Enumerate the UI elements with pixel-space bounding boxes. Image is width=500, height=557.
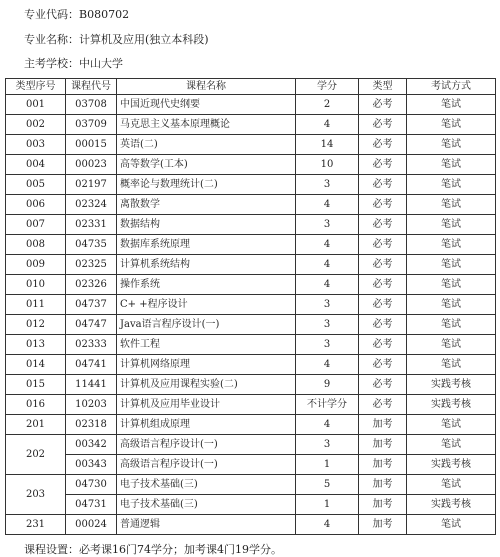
code-cell: 00343 bbox=[66, 455, 117, 475]
credit-cell: 3 bbox=[296, 215, 359, 235]
exam-cell: 笔试 bbox=[407, 215, 496, 235]
name-cell: 马克思主义基本原理概论 bbox=[117, 115, 296, 135]
seq-cell: 006 bbox=[6, 195, 66, 215]
seq-cell: 014 bbox=[6, 355, 66, 375]
code-cell: 02325 bbox=[66, 255, 117, 275]
type-cell: 必考 bbox=[359, 215, 407, 235]
exam-cell: 笔试 bbox=[407, 175, 496, 195]
type-cell: 必考 bbox=[359, 355, 407, 375]
credit-cell: 4 bbox=[296, 255, 359, 275]
seq-cell: 201 bbox=[6, 415, 66, 435]
code-cell: 02331 bbox=[66, 215, 117, 235]
exam-cell: 笔试 bbox=[407, 235, 496, 255]
course-table bbox=[5, 78, 496, 535]
type-cell: 必考 bbox=[359, 375, 407, 395]
table-row bbox=[6, 375, 496, 395]
seq-cell: 015 bbox=[6, 375, 66, 395]
table-row bbox=[6, 315, 496, 335]
table-row bbox=[6, 355, 496, 375]
exam-cell: 笔试 bbox=[407, 475, 496, 495]
course-summary-note: 课程设置：必考课16门74学分；加考课4门19学分。 bbox=[24, 543, 282, 556]
name-cell: 数据库系统原理 bbox=[117, 235, 296, 255]
code-cell: 02197 bbox=[66, 175, 117, 195]
table-row bbox=[6, 335, 496, 355]
table-row bbox=[6, 415, 496, 435]
seq-cell: 001 bbox=[6, 95, 66, 115]
exam-cell: 笔试 bbox=[407, 95, 496, 115]
type-cell: 必考 bbox=[359, 295, 407, 315]
code-cell: 04730 bbox=[66, 475, 117, 495]
name-cell: 计算机组成原理 bbox=[117, 415, 296, 435]
name-cell: 高等数学(工本) bbox=[117, 155, 296, 175]
exam-cell: 实践考核 bbox=[407, 395, 496, 415]
exam-cell: 笔试 bbox=[407, 415, 496, 435]
seq-cell: 231 bbox=[6, 515, 66, 535]
seq-cell: 003 bbox=[6, 135, 66, 155]
table-row bbox=[6, 495, 496, 515]
type-cell: 加考 bbox=[359, 455, 407, 475]
header-seq: 类型序号 bbox=[6, 79, 66, 95]
credit-cell: 4 bbox=[296, 515, 359, 535]
exam-cell: 实践考核 bbox=[407, 495, 496, 515]
table-row bbox=[6, 295, 496, 315]
table-row bbox=[6, 255, 496, 275]
examining-school: 主考学校：中山大学 bbox=[24, 57, 123, 70]
exam-cell: 实践考核 bbox=[407, 375, 496, 395]
type-cell: 必考 bbox=[359, 155, 407, 175]
table-row bbox=[6, 435, 496, 455]
course-table-head bbox=[6, 79, 496, 95]
type-cell: 必考 bbox=[359, 95, 407, 115]
type-cell: 必考 bbox=[359, 235, 407, 255]
name-cell: Java语言程序设计(一) bbox=[117, 315, 296, 335]
exam-cell: 笔试 bbox=[407, 295, 496, 315]
credit-cell: 10 bbox=[296, 155, 359, 175]
code-cell: 02318 bbox=[66, 415, 117, 435]
exam-cell: 笔试 bbox=[407, 435, 496, 455]
seq-cell: 007 bbox=[6, 215, 66, 235]
major-code: 专业代码：B080702 bbox=[24, 8, 130, 21]
name-cell: 高级语言程序设计(一) bbox=[117, 455, 296, 475]
exam-cell: 实践考核 bbox=[407, 455, 496, 475]
code-cell: 04747 bbox=[66, 315, 117, 335]
exam-cell: 笔试 bbox=[407, 275, 496, 295]
exam-cell: 笔试 bbox=[407, 355, 496, 375]
seq-cell: 002 bbox=[6, 115, 66, 135]
name-cell: 英语(二) bbox=[117, 135, 296, 155]
type-cell: 加考 bbox=[359, 435, 407, 455]
code-cell: 00342 bbox=[66, 435, 117, 455]
credit-cell: 2 bbox=[296, 95, 359, 115]
table-row bbox=[6, 195, 496, 215]
exam-cell: 笔试 bbox=[407, 335, 496, 355]
seq-cell: 010 bbox=[6, 275, 66, 295]
type-cell: 加考 bbox=[359, 495, 407, 515]
header-code: 课程代号 bbox=[66, 79, 117, 95]
name-cell: 离散数学 bbox=[117, 195, 296, 215]
credit-cell: 3 bbox=[296, 335, 359, 355]
course-table-body bbox=[6, 95, 496, 535]
header-exam: 考试方式 bbox=[407, 79, 496, 95]
major-name: 专业名称：计算机及应用(独立本科段) bbox=[24, 33, 209, 46]
credit-cell: 4 bbox=[296, 355, 359, 375]
code-cell: 04731 bbox=[66, 495, 117, 515]
name-cell: 软件工程 bbox=[117, 335, 296, 355]
type-cell: 必考 bbox=[359, 395, 407, 415]
name-cell: 数据结构 bbox=[117, 215, 296, 235]
table-row bbox=[6, 515, 496, 535]
table-row bbox=[6, 455, 496, 475]
type-cell: 加考 bbox=[359, 515, 407, 535]
credit-cell: 4 bbox=[296, 235, 359, 255]
credit-cell: 4 bbox=[296, 275, 359, 295]
table-row bbox=[6, 395, 496, 415]
exam-cell: 笔试 bbox=[407, 135, 496, 155]
type-cell: 必考 bbox=[359, 315, 407, 335]
type-cell: 必考 bbox=[359, 335, 407, 355]
seq-cell: 009 bbox=[6, 255, 66, 275]
name-cell: 计算机及应用毕业设计 bbox=[117, 395, 296, 415]
type-cell: 必考 bbox=[359, 275, 407, 295]
code-cell: 11441 bbox=[66, 375, 117, 395]
credit-cell: 5 bbox=[296, 475, 359, 495]
exam-cell: 笔试 bbox=[407, 315, 496, 335]
exam-cell: 笔试 bbox=[407, 255, 496, 275]
credit-cell: 4 bbox=[296, 415, 359, 435]
seq-cell: 008 bbox=[6, 235, 66, 255]
seq-cell: 011 bbox=[6, 295, 66, 315]
name-cell: 电子技术基础(三) bbox=[117, 495, 296, 515]
type-cell: 必考 bbox=[359, 255, 407, 275]
exam-cell: 笔试 bbox=[407, 195, 496, 215]
credit-cell: 1 bbox=[296, 495, 359, 515]
name-cell: 高级语言程序设计(一) bbox=[117, 435, 296, 455]
header-name: 课程名称 bbox=[117, 79, 296, 95]
name-cell: 普通逻辑 bbox=[117, 515, 296, 535]
type-cell: 必考 bbox=[359, 135, 407, 155]
seq-cell: 013 bbox=[6, 335, 66, 355]
name-cell: 计算机及应用课程实验(二) bbox=[117, 375, 296, 395]
table-row bbox=[6, 115, 496, 135]
credit-cell: 3 bbox=[296, 315, 359, 335]
code-cell: 04737 bbox=[66, 295, 117, 315]
seq-cell: 012 bbox=[6, 315, 66, 335]
seq-cell: 203 bbox=[6, 475, 66, 515]
type-cell: 加考 bbox=[359, 415, 407, 435]
exam-cell: 笔试 bbox=[407, 115, 496, 135]
code-cell: 04735 bbox=[66, 235, 117, 255]
seq-cell: 005 bbox=[6, 175, 66, 195]
code-cell: 02326 bbox=[66, 275, 117, 295]
table-row bbox=[6, 175, 496, 195]
name-cell: 计算机网络原理 bbox=[117, 355, 296, 375]
type-cell: 必考 bbox=[359, 115, 407, 135]
code-cell: 03709 bbox=[66, 115, 117, 135]
code-cell: 02324 bbox=[66, 195, 117, 215]
name-cell: 操作系统 bbox=[117, 275, 296, 295]
name-cell: C+ +程序设计 bbox=[117, 295, 296, 315]
type-cell: 必考 bbox=[359, 195, 407, 215]
name-cell: 电子技术基础(三) bbox=[117, 475, 296, 495]
table-row bbox=[6, 475, 496, 495]
header-credit: 学分 bbox=[296, 79, 359, 95]
table-row bbox=[6, 95, 496, 115]
credit-cell: 14 bbox=[296, 135, 359, 155]
code-cell: 00015 bbox=[66, 135, 117, 155]
credit-cell: 4 bbox=[296, 195, 359, 215]
credit-cell: 不计学分 bbox=[296, 395, 359, 415]
header-row bbox=[6, 79, 496, 95]
credit-cell: 3 bbox=[296, 295, 359, 315]
name-cell: 计算机系统结构 bbox=[117, 255, 296, 275]
credit-cell: 1 bbox=[296, 455, 359, 475]
table-row bbox=[6, 155, 496, 175]
name-cell: 中国近现代史纲要 bbox=[117, 95, 296, 115]
seq-cell: 202 bbox=[6, 435, 66, 475]
name-cell: 概率论与数理统计(二) bbox=[117, 175, 296, 195]
code-cell: 10203 bbox=[66, 395, 117, 415]
type-cell: 加考 bbox=[359, 475, 407, 495]
code-cell: 02333 bbox=[66, 335, 117, 355]
code-cell: 04741 bbox=[66, 355, 117, 375]
credit-cell: 4 bbox=[296, 115, 359, 135]
code-cell: 00023 bbox=[66, 155, 117, 175]
table-row bbox=[6, 135, 496, 155]
header-type: 类型 bbox=[359, 79, 407, 95]
credit-cell: 3 bbox=[296, 175, 359, 195]
exam-cell: 笔试 bbox=[407, 155, 496, 175]
type-cell: 必考 bbox=[359, 175, 407, 195]
table-row bbox=[6, 235, 496, 255]
seq-cell: 016 bbox=[6, 395, 66, 415]
code-cell: 00024 bbox=[66, 515, 117, 535]
exam-cell: 笔试 bbox=[407, 515, 496, 535]
table-row bbox=[6, 275, 496, 295]
seq-cell: 004 bbox=[6, 155, 66, 175]
credit-cell: 9 bbox=[296, 375, 359, 395]
credit-cell: 3 bbox=[296, 435, 359, 455]
code-cell: 03708 bbox=[66, 95, 117, 115]
table-row bbox=[6, 215, 496, 235]
